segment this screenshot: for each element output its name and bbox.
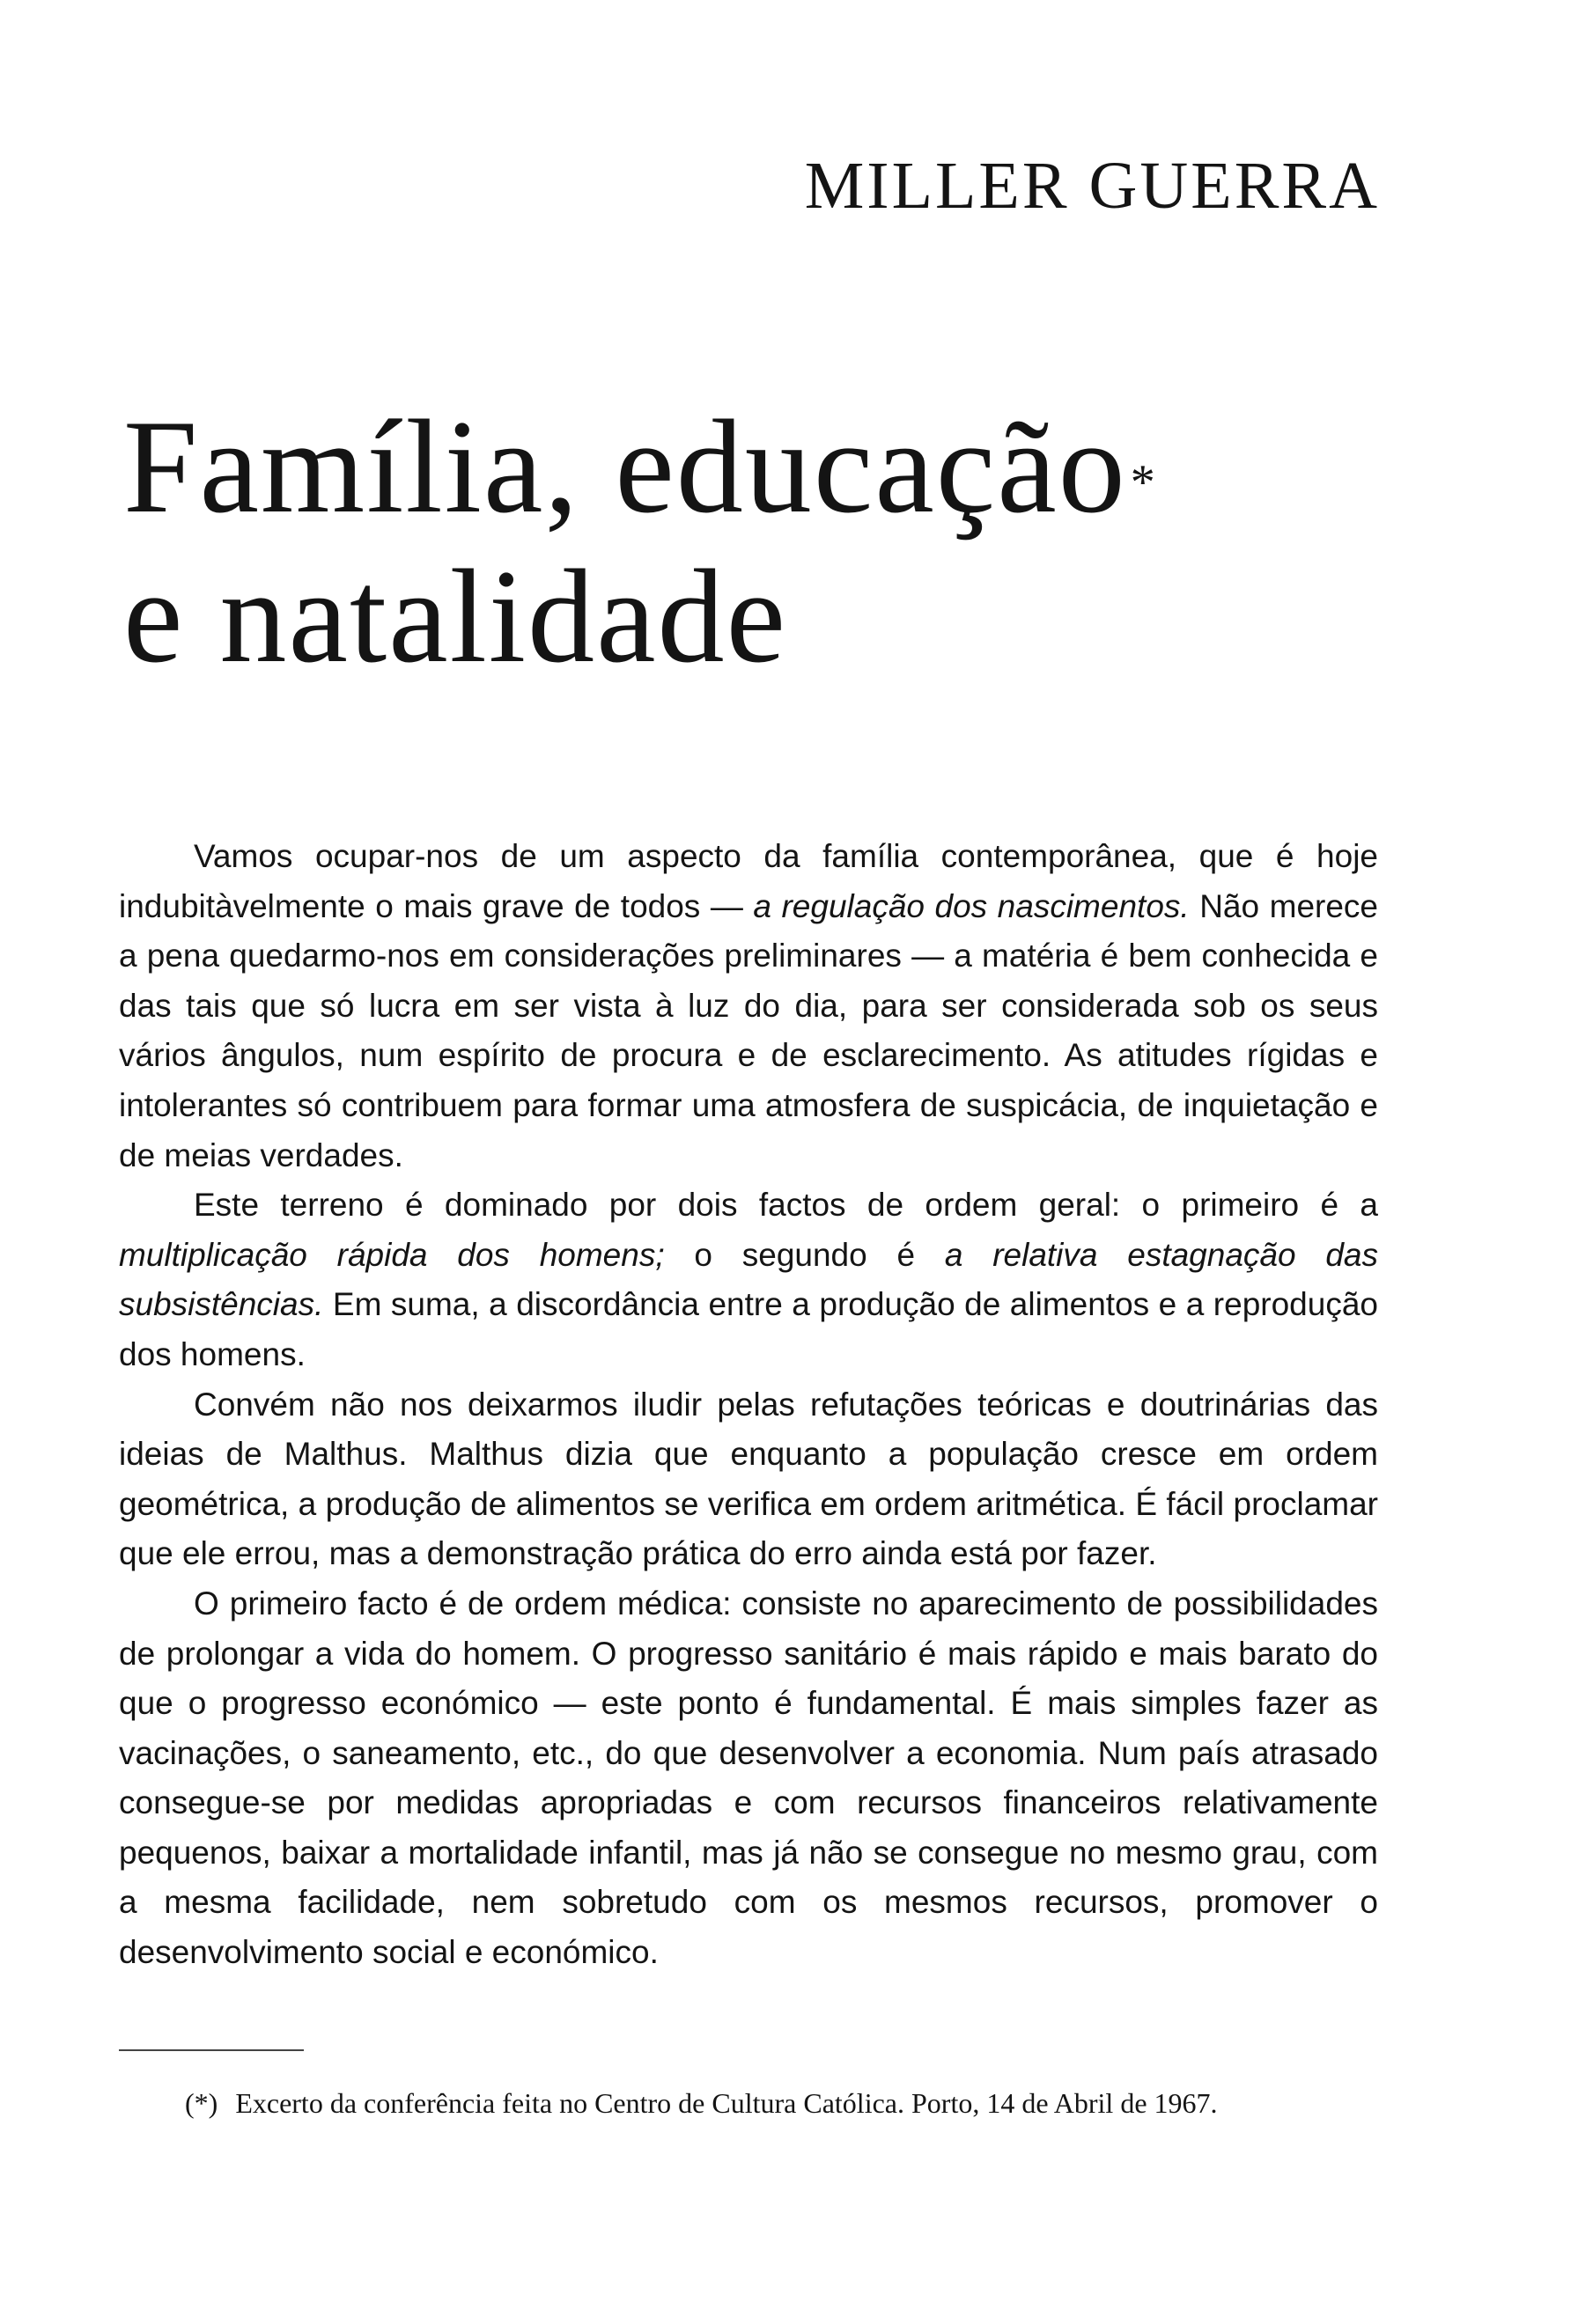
paragraph-1 [119, 832, 1378, 1180]
text-run: o segundo é [664, 1236, 945, 1273]
paragraph-3 [119, 1380, 1378, 1579]
text-run: Não merece a pena quedarmo-nos em considerações preliminares — a matéria é bem conhecida e das tais que só lucra em ser vista à luz do dia, para ser considerada sob os seus vários ângulos, num espírito de procura e de esclarecimento. As atitudes rígidas e intolerantes só contribuem para formar uma atmosfera de suspicácia, de inquietação e de meias verdades. [119, 887, 1378, 1173]
title-line-2: e natalidade [123, 542, 788, 690]
footnote-divider [119, 2049, 304, 2051]
text-run: Vamos ocupar-nos de um aspecto da família contemporânea, que é hoje indubitàvelmente o mais grave de todos — [119, 838, 1378, 924]
text-run: Em suma, a discordância entre a produção de alimentos e a reprodução dos homens. [119, 1286, 1378, 1372]
italic-phrase: multiplicação rápida dos homens; [119, 1236, 665, 1273]
text-run: O primeiro facto é de ordem médica: consiste no aparecimento de possibilidades de prolongar a vida do homem. O progresso sanitário é mais rápido e mais barato do que o progresso económico — este ponto é fundamental. É mais simples fazer as vacinações, o saneamento, etc., do que desenvolver a economia. Num país atrasado consegue-se por medidas apropriadas e com recursos financeiros relativamente pequenos, baixar a mortalidade infantil, mas já não se consegue no mesmo grau, com a mesma facilidade, nem sobretudo com os mesmos recursos, promover o desenvolvimento social e económico. [119, 1585, 1378, 1971]
footnote [119, 2085, 1378, 2122]
text-run: Convém não nos deixarmos iludir pelas refutações teóricas e doutrinárias das ideias de Malthus. Malthus dizia que enquanto a população cresce em ordem geométrica, a produção de alimentos se verifica em ordem aritmética. É fácil proclamar que ele errou, mas a demonstração prática do erro ainda está por fazer. [119, 1386, 1378, 1572]
author-name: MILLER GUERRA [804, 149, 1380, 223]
footnote-mark: (*) [185, 2087, 218, 2119]
italic-phrase: a relativa estagnação das subsistências. [119, 1236, 1378, 1323]
article-title [123, 392, 1157, 691]
paragraph-4 [119, 1579, 1378, 1978]
text-run: Este terreno é dominado por dois factos de ordem geral: o primeiro é a [194, 1187, 1378, 1224]
footnote-text: Excerto da conferência feita no Centro de Cultura Católica. Porto, 14 de Abril de 1967. [235, 2087, 1218, 2119]
italic-phrase: a regulação dos nascimentos. [753, 887, 1190, 924]
article-body [119, 832, 1378, 1978]
footnote-marker: * [1130, 455, 1157, 510]
paragraph-2 [119, 1180, 1378, 1379]
title-line-1: Família, educação [123, 393, 1127, 541]
